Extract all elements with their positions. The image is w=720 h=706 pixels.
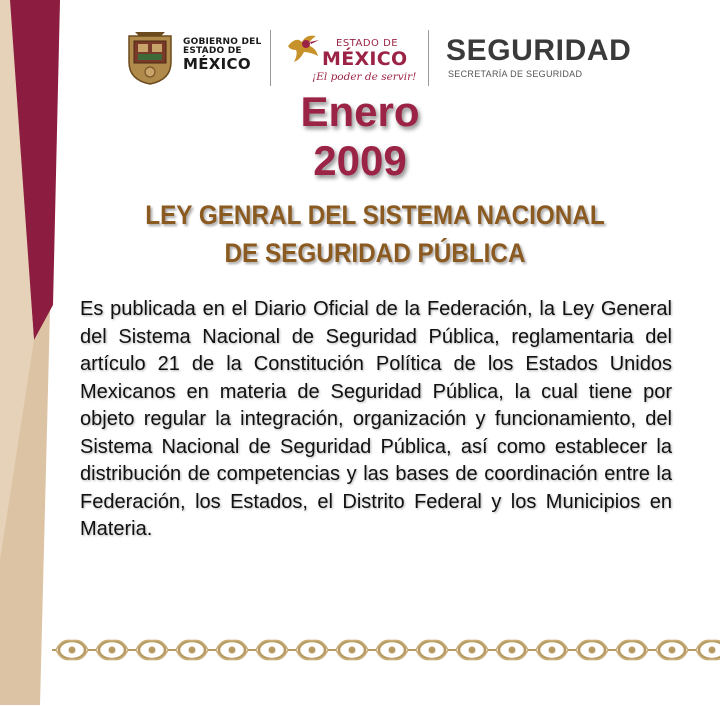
law-title-line1: LEY GENRAL DEL SISTEMA NACIONAL xyxy=(145,200,605,230)
estado-small-label: ESTADO DE xyxy=(336,38,399,49)
year-label: 2009 xyxy=(313,137,407,184)
hummingbird-icon xyxy=(286,32,320,64)
ornamental-border-icon xyxy=(52,632,720,668)
month-label: Enero xyxy=(300,88,420,135)
gobierno-line1: GOBIERNO DEL xyxy=(183,37,262,47)
seguridad-subtitle: SECRETARÍA DE SEGURIDAD xyxy=(448,69,583,79)
gobierno-line2: ESTADO DE xyxy=(183,46,242,57)
side-decorative-band xyxy=(0,0,60,706)
seguridad-title: SEGURIDAD xyxy=(446,34,632,67)
gobierno-line3: MÉXICO xyxy=(183,54,251,73)
law-title-line2: DE SEGURIDAD PÚBLICA xyxy=(224,238,526,268)
estado-slogan: ¡El poder de servir! xyxy=(312,71,417,83)
header-divider xyxy=(428,30,429,86)
header-divider xyxy=(270,30,271,86)
estado-de-mexico-logo xyxy=(284,28,434,88)
estado-big-label: MÉXICO xyxy=(322,48,408,70)
state-shield-icon xyxy=(125,28,175,86)
body-paragraph: Es publicada en el Diario Oficial de la Federación, la Ley General del Sistema Nacional de Seguridad Pública, reglamentaria del artículo 21 de la Constitución Política de los Estados Unidos Mexicanos en materia de Seguridad Pública, la cual tiene por objeto regular la integración, organización y funcionamiento, del Sistema Nacional de Seguridad Pública, así como establecer la distribución de competencias y las bases de coordinación entre la Federación, los Estados, el Distrito Federal y los Municipios en Materia. xyxy=(80,298,672,540)
header-logos xyxy=(120,24,680,94)
gobierno-label xyxy=(183,38,261,73)
